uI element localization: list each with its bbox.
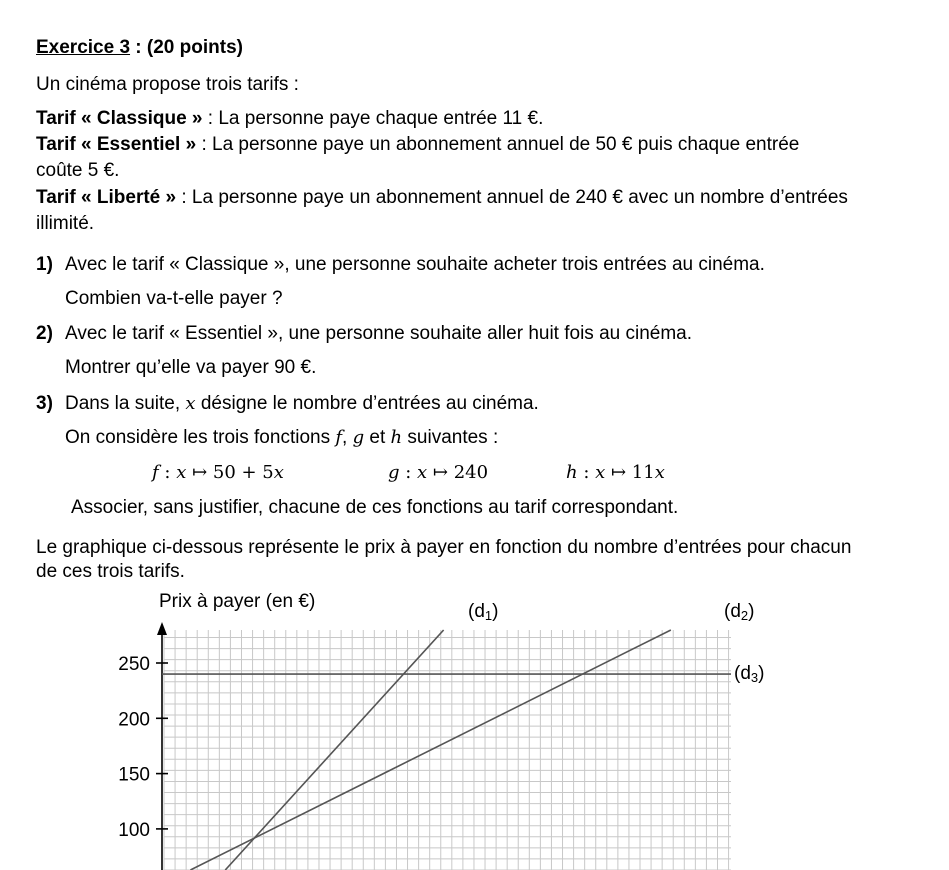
q3-sep2: et [364, 427, 391, 448]
tarif-liberte-text: : La personne paye un abonnement annuel de 240 € avec un nombre d’entrées [176, 187, 848, 208]
fdef-name: f [152, 462, 159, 483]
question-3-number: 3) [36, 393, 53, 414]
y-tick-label: 100 [118, 819, 150, 841]
y-axis-label: Prix à payer (en €) [159, 591, 316, 612]
tarif-classique-text: : La personne paye chaque entrée 11 €. [202, 108, 544, 129]
function-h-def: h : x ↦ 11x [566, 462, 665, 483]
tarif-liberte-name: Tarif « Liberté » [36, 187, 177, 208]
q3-line1-b: désigne le nombre d’entrées au cinéma. [195, 393, 539, 414]
series-label-3: (d3) [734, 663, 765, 685]
hdef-name: h [566, 462, 578, 483]
question-3-line3: Associer, sans justifier, chacune de ces fonctions au tarif correspondant. [71, 497, 679, 518]
function-f-def: f : x ↦ 50 + 5x [152, 462, 284, 483]
question-2-line2: Montrer qu’elle va payer 90 €. [65, 357, 317, 378]
q3-fn-h: h [390, 427, 403, 448]
hdef-expr: 11 [631, 462, 655, 483]
y-tick-label: 250 [118, 654, 150, 675]
question-1-number: 1) [36, 254, 53, 275]
gdef-x: x [417, 462, 428, 483]
question-2-number: 2) [36, 323, 53, 344]
graph-caption-1: Le graphique ci-dessous représente le prix à payer en fonction du nombre d’entrées pour chacun [36, 537, 852, 558]
q3-var-x: x [185, 393, 196, 414]
q3-line1-a: Dans la suite, [65, 393, 186, 414]
intro-text: Un cinéma propose trois tarifs : [36, 74, 299, 95]
exercise-title-number: Exercice 3 [36, 37, 131, 58]
gdef-expr: 240 [453, 462, 489, 483]
q3-line2-b: suivantes : [402, 427, 499, 448]
y-tick-label: 150 [118, 764, 150, 786]
hdef-var: x [654, 462, 665, 483]
exercise-title-points: : (20 points) [130, 37, 243, 58]
tarif-essentiel-name: Tarif « Essentiel » [36, 134, 197, 155]
series-line-1 [225, 630, 443, 870]
series-label-1: (d1) [468, 601, 499, 623]
function-g-def: g : x ↦ 240 [388, 462, 489, 483]
fdef-x: x [176, 462, 187, 483]
series-line-2 [190, 630, 670, 870]
tarif-essentiel-cont: coûte 5 €. [36, 160, 120, 181]
fdef-var: x [273, 462, 284, 483]
q3-fn-f: f [335, 427, 343, 448]
tarif-classique-name: Tarif « Classique » [36, 108, 203, 129]
gdef-name: g [388, 462, 400, 483]
question-2-line1: Avec le tarif « Essentiel », une personne souhaite aller huit fois au cinéma. [65, 323, 693, 344]
y-tick-label: 200 [118, 709, 150, 731]
tarif-liberte-cont: illimité. [36, 213, 95, 234]
q3-line2-a: On considère les trois fonctions [65, 427, 336, 448]
y-axis-arrow [157, 622, 167, 635]
series-label-2: (d2) [724, 601, 755, 623]
tarif-essentiel-text: : La personne paye un abonnement annuel de 50 € puis chaque entrée [196, 134, 800, 155]
graph-caption-2: de ces trois tarifs. [36, 561, 185, 582]
q3-fn-g: g [352, 427, 365, 448]
question-1-line1: Avec le tarif « Classique », une personne souhaite acheter trois entrées au cinéma. [65, 254, 765, 275]
hdef-x: x [595, 462, 606, 483]
fdef-expr: 50 + 5 [212, 462, 274, 483]
q3-sep1: , [342, 427, 353, 448]
question-1-line2: Combien va-t-elle payer ? [65, 288, 283, 309]
